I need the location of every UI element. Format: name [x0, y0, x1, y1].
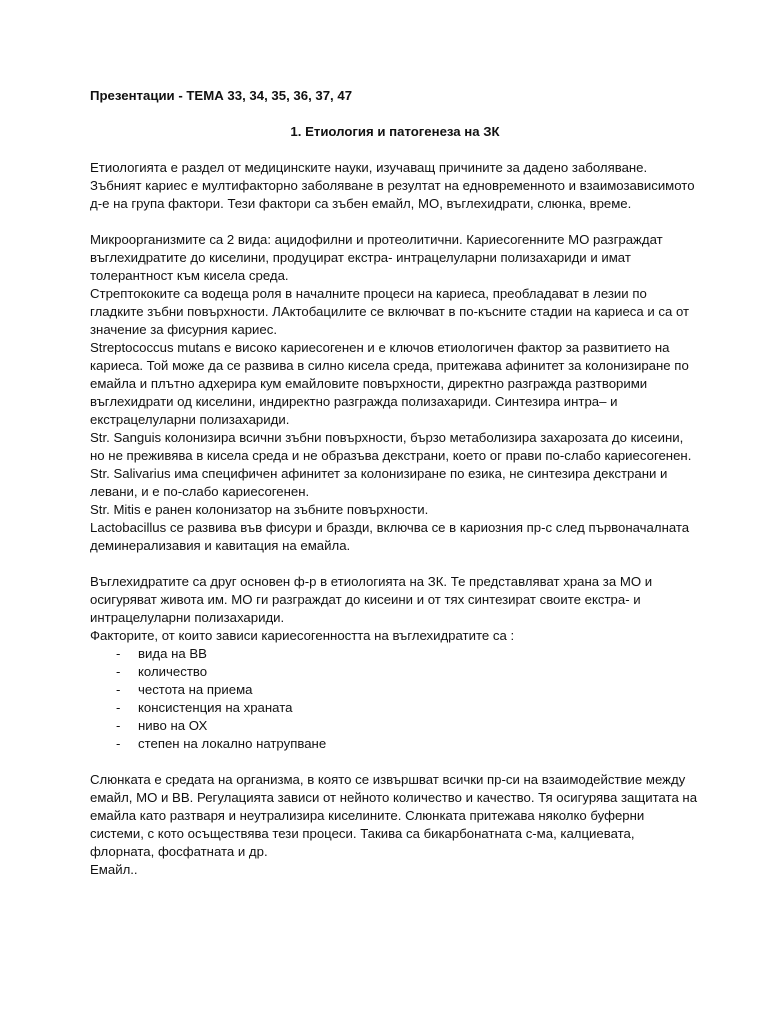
list-item — [90, 699, 700, 717]
paragraph-lactobacillus: Lactobacillus се развива във фисури и бразди, включва се в кариозния пр-с след първоначалната деминерализавия и кавитация на емайла. — [90, 520, 690, 553]
list-item — [90, 681, 700, 699]
paragraph-saliva: Слюнката е средата на организма, в която се извършват всички пр-си на взаимодействие между емайл, МО и ВВ. Регулацията зависи от нейното количество и качество. Тя осигурява защитата на емайла като разтваря и неутрализира киселините. Слюнката притежава няколко буферни системи, с кото осъществява тези процеси. Такива са бикарбонатната с-ма, калциевата, флорната, фосфатната и др. — [90, 772, 698, 859]
list-item-text: вида на ВВ — [138, 646, 207, 661]
list-item-text: степен на локално натрупване — [138, 736, 327, 751]
list-dash: - — [116, 664, 121, 679]
section-title: 1. Етиология и патогенеза на ЗК — [290, 124, 500, 139]
paragraph-caries-multifactorial: Зъбният кариес е мултифакторно заболяване в резултат на едновременното и взаимозависимото д-е на група фактори. Тези фактори са зъбен емайл, МО, въглехидрати, слюнка, време. — [90, 178, 695, 211]
list-item — [90, 735, 700, 753]
list-dash: - — [116, 718, 121, 733]
paragraph-str-mutans: Streptococcus mutans е високо кариесогенен и е ключов етиологичен фактор за развитието на кариеса. Той може да се развива в силно кисела среда, притежава афинитет за колонизиране по емайла и плътно адхерира кум емайловите повърхности, директно разгражда разтворими въглехидрати од киселини, индиректно разгражда полизахариди. Синтезира интра– и екстрацелуларни полизахариди. — [90, 340, 689, 427]
paragraph-str-salivarius: Str. Salivarius има специфичен афинитет за колонизиране по езика, не синтезира декстрани и левани, и е по-слабо кариесогенен. — [90, 466, 668, 499]
document-body — [90, 87, 700, 879]
paragraph-enamel: Емайл.. — [90, 862, 138, 877]
spacer — [90, 141, 700, 159]
list-dash: - — [116, 646, 121, 661]
paragraph-microorganisms: Микроорганизмите са 2 вида: ацидофилни и протеолитични. Кариесогенните МО разграждат въглехидратите до киселини, продуцират екстра- интрацелуларни полизахариди и имат толерантност към кисела среда. — [90, 232, 663, 283]
factors-list — [90, 645, 700, 753]
paragraph-carbohydrates: Въглехидратите са друг основен ф-р в етиологията на ЗК. Те представляват храна за МО и осигуряват живота им. МО ги разграждат до кисеини и от тях синтезират своите екстра- и интрацелуларни полизахариди. — [90, 574, 653, 625]
list-dash: - — [116, 736, 121, 751]
paragraph-factors-intro: Факторите, от които зависи кариесогенността на въглехидратите са : — [90, 628, 515, 643]
list-item — [90, 663, 700, 681]
list-item-text: консистенция на храната — [138, 700, 293, 715]
list-dash: - — [116, 682, 121, 697]
spacer — [90, 213, 700, 231]
document-header: Презентации - ТЕМА 33, 34, 35, 36, 37, 47 — [90, 88, 353, 103]
list-dash: - — [116, 700, 121, 715]
list-item — [90, 645, 700, 663]
list-item-text: количество — [138, 664, 208, 679]
spacer — [90, 753, 700, 771]
list-item-text: ниво на ОХ — [138, 718, 208, 733]
paragraph-streptococci: Стрептококите са водеща роля в началните процеси на кариеса, преобладават в лезии по гладките зъбни повърхности. ЛАктобацилите се включват в по-късните стадии на кариеса и са от значение за фисурния кариес. — [90, 286, 690, 337]
paragraph-str-sanguis: Str. Sanguis колонизира всични зъбни повърхности, бързо метаболизира захарозата до кисеини, но не преживява в кисела среда и не образъва декстрани, което ог прави по-слабо кариесогенен. — [90, 430, 692, 463]
list-item-text: честота на приема — [138, 682, 253, 697]
spacer — [90, 555, 700, 573]
list-item — [90, 717, 700, 735]
paragraph-str-mitis: Str. Mitis е ранен колонизатор на зъбните повърхности. — [90, 502, 429, 517]
paragraph-etiology-definition: Етиологията е раздел от медицинските науки, изучаващ причините за дадено заболяване. — [90, 160, 648, 175]
